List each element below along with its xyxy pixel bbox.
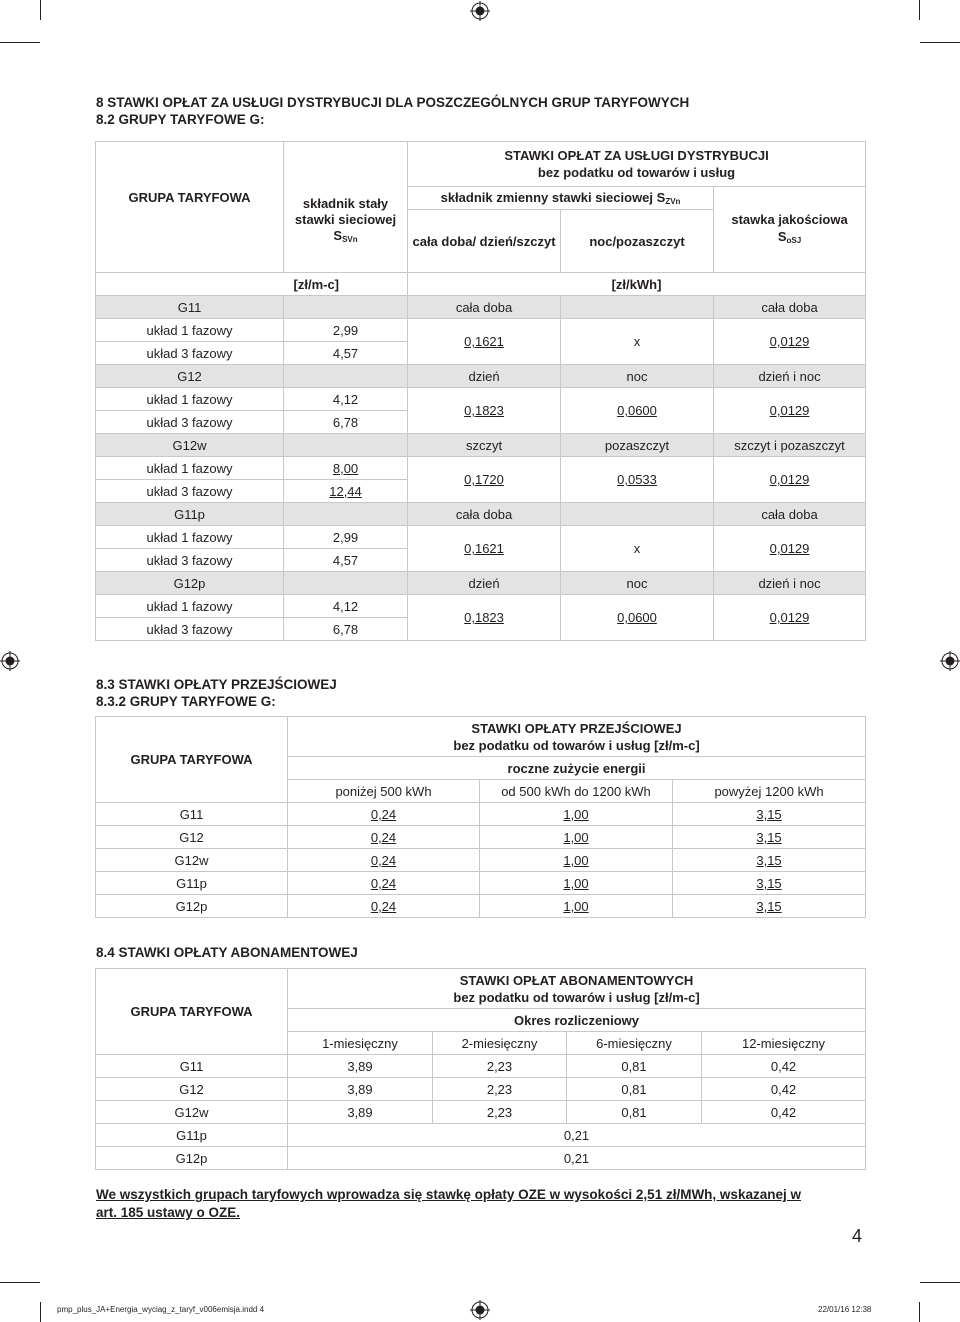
- table-row: [96, 457, 866, 480]
- table-row: [96, 1078, 866, 1101]
- group-name: G12: [96, 1078, 288, 1101]
- crop-mark: [919, 0, 920, 20]
- fee-value: 3,15: [673, 895, 866, 918]
- phase-label: układ 3 fazowy: [96, 549, 284, 572]
- group-name: G11: [96, 803, 288, 826]
- header-variable-component: składnik zmienny stawki sieciowej $S_{ZVn}$: [408, 187, 714, 210]
- column-header: poniżej 500 kWh: [288, 780, 480, 803]
- fee-value: 1,00: [480, 803, 673, 826]
- column-header: 6-miesięczny: [567, 1032, 702, 1055]
- group-empty: [284, 296, 408, 319]
- fixed-rate: 2,99: [284, 526, 408, 549]
- fixed-rate: 4,57: [284, 549, 408, 572]
- phase-label: układ 3 fazowy: [96, 618, 284, 641]
- column-header: 1-miesięczny: [288, 1032, 433, 1055]
- header-group: GRUPA TARYFOWA: [96, 717, 288, 803]
- group-name: G12: [96, 365, 284, 388]
- section-subtitle: 8.2 GRUPY TARYFOWE G:: [96, 112, 265, 127]
- fee-value: 3,15: [673, 872, 866, 895]
- group-col-quality: dzień i noc: [714, 572, 866, 595]
- oze-note: We wszystkich grupach taryfowych wprowadza się stawkę opłaty OZE w wysokości 2,51 zł/MWh, wskazanej w art. 185 ustawy o OZE.: [96, 1187, 801, 1220]
- rate-night: 0,0600: [561, 595, 714, 641]
- table-row: [96, 849, 866, 872]
- phase-label: układ 1 fazowy: [96, 457, 284, 480]
- rate-quality: 0,0129: [714, 457, 866, 503]
- fee-value: 3,15: [673, 803, 866, 826]
- fee-value: 0,24: [288, 826, 480, 849]
- crop-mark: [0, 1282, 40, 1283]
- page-number: 4: [852, 1226, 863, 1246]
- column-header: od 500 kWh do 1200 kWh: [480, 780, 673, 803]
- footer-timestamp: 22/01/16 12:38: [818, 1305, 872, 1314]
- table-row: [96, 895, 866, 918]
- rate-night: x: [561, 526, 714, 572]
- transition-fee-table: [95, 716, 866, 918]
- group-col-day: dzień: [408, 572, 561, 595]
- group-name: G11p: [96, 503, 284, 526]
- group-name: G11: [96, 1055, 288, 1078]
- fixed-rate: 4,57: [284, 342, 408, 365]
- column-header: 2-miesięczny: [433, 1032, 567, 1055]
- group-col-night: [561, 296, 714, 319]
- group-name: G12p: [96, 1147, 288, 1170]
- rate-quality: 0,0129: [714, 595, 866, 641]
- subscription-fee-table: [95, 968, 866, 1170]
- section-subtitle: 8.3.2 GRUPY TARYFOWE G:: [96, 694, 276, 709]
- phase-label: układ 1 fazowy: [96, 388, 284, 411]
- fixed-rate: 8,00: [284, 457, 408, 480]
- rate-night: x: [561, 319, 714, 365]
- unit-variable: [zł/kWh]: [408, 273, 866, 296]
- fee-value: 0,24: [288, 803, 480, 826]
- phase-label: układ 3 fazowy: [96, 342, 284, 365]
- crop-mark: [40, 1302, 41, 1322]
- rate-day: 0,1720: [408, 457, 561, 503]
- registration-mark-icon: [470, 1, 490, 21]
- group-header-row: [96, 296, 866, 319]
- fee-value: 0,42: [702, 1055, 866, 1078]
- fee-value: 2,23: [433, 1078, 567, 1101]
- header-main: STAWKI OPŁAT ZA USŁUGI DYSTRYBUCJI bez podatku od towarów i usług: [408, 142, 866, 187]
- fee-value: 3,15: [673, 826, 866, 849]
- registration-mark-icon: [470, 1300, 490, 1320]
- crop-mark: [0, 42, 40, 43]
- fee-value: 1,00: [480, 826, 673, 849]
- fixed-rate: 12,44: [284, 480, 408, 503]
- table-row: [96, 319, 866, 342]
- group-empty: [284, 503, 408, 526]
- fee-value: 1,00: [480, 895, 673, 918]
- phase-label: układ 1 fazowy: [96, 319, 284, 342]
- rate-quality: 0,0129: [714, 388, 866, 434]
- group-header-row: [96, 365, 866, 388]
- group-col-day: cała doba: [408, 503, 561, 526]
- group-col-day: cała doba: [408, 296, 561, 319]
- fee-value: 3,89: [288, 1078, 433, 1101]
- unit-fixed: [zł/m-c]: [284, 273, 408, 296]
- rate-day: 0,1621: [408, 526, 561, 572]
- group-col-day: dzień: [408, 365, 561, 388]
- group-empty: [284, 434, 408, 457]
- group-empty: [284, 365, 408, 388]
- header-night: noc/pozaszczyt: [561, 210, 714, 273]
- group-name: G11p: [96, 872, 288, 895]
- rate-day: 0,1621: [408, 319, 561, 365]
- table-row: [96, 526, 866, 549]
- group-name: G12: [96, 826, 288, 849]
- fee-value: 0,21: [288, 1147, 866, 1170]
- group-col-night: [561, 503, 714, 526]
- rate-day: 0,1823: [408, 595, 561, 641]
- phase-label: układ 1 fazowy: [96, 526, 284, 549]
- header-quality-rate: stawka jakościowa $S_{oSJ}$: [714, 187, 866, 273]
- header-day: cała doba/ dzień/szczyt: [408, 210, 561, 273]
- fee-value: 0,81: [567, 1055, 702, 1078]
- column-header: 12-miesięczny: [702, 1032, 866, 1055]
- fee-value: 3,89: [288, 1101, 433, 1124]
- fee-value: 3,15: [673, 849, 866, 872]
- fixed-rate: 6,78: [284, 618, 408, 641]
- group-col-night: noc: [561, 365, 714, 388]
- crop-mark: [920, 42, 960, 43]
- fixed-rate: 6,78: [284, 411, 408, 434]
- rate-night: 0,0600: [561, 388, 714, 434]
- group-col-quality: dzień i noc: [714, 365, 866, 388]
- fee-value: 0,81: [567, 1101, 702, 1124]
- table-row: [96, 803, 866, 826]
- header-group: GRUPA TARYFOWA: [96, 969, 288, 1055]
- header-sub: Okres rozliczeniowy: [288, 1009, 866, 1032]
- table-row: [96, 826, 866, 849]
- fee-value: 0,42: [702, 1078, 866, 1101]
- group-name: G11: [96, 296, 284, 319]
- fee-value: 1,00: [480, 872, 673, 895]
- fixed-rate: 4,12: [284, 388, 408, 411]
- fee-value: 0,21: [288, 1124, 866, 1147]
- registration-mark-icon: [0, 651, 20, 671]
- fee-value: 0,81: [567, 1078, 702, 1101]
- header-main: STAWKI OPŁATY PRZEJŚCIOWEJ bez podatku od towarów i usług [zł/m-c]: [288, 717, 866, 757]
- fixed-rate: 4,12: [284, 595, 408, 618]
- group-name: G12w: [96, 1101, 288, 1124]
- registration-mark-icon: [940, 651, 960, 671]
- header-sub: roczne zużycie energii: [288, 757, 866, 780]
- group-col-quality: cała doba: [714, 296, 866, 319]
- fee-value: 2,23: [433, 1101, 567, 1124]
- rate-quality: 0,0129: [714, 319, 866, 365]
- group-col-quality: cała doba: [714, 503, 866, 526]
- group-header-row: [96, 572, 866, 595]
- group-col-night: pozaszczyt: [561, 434, 714, 457]
- rate-quality: 0,0129: [714, 526, 866, 572]
- group-empty: [284, 572, 408, 595]
- fee-value: 0,24: [288, 895, 480, 918]
- table-row: [96, 1101, 866, 1124]
- phase-label: układ 3 fazowy: [96, 480, 284, 503]
- crop-mark: [920, 1282, 960, 1283]
- table-row: [96, 1055, 866, 1078]
- fee-value: 0,24: [288, 872, 480, 895]
- table-row: [96, 595, 866, 618]
- table-row: [96, 872, 866, 895]
- fee-value: 1,00: [480, 849, 673, 872]
- group-header-row: [96, 503, 866, 526]
- fee-value: 0,42: [702, 1101, 866, 1124]
- header-fixed-component: składnik stały stawki sieciowej $S_{SVn}$: [284, 142, 408, 273]
- group-col-night: noc: [561, 572, 714, 595]
- group-name: G12w: [96, 434, 284, 457]
- phase-label: układ 1 fazowy: [96, 595, 284, 618]
- table-row: [96, 1124, 866, 1147]
- header-main: STAWKI OPŁAT ABONAMENTOWYCH bez podatku od towarów i usług [zł/m-c]: [288, 969, 866, 1009]
- crop-mark: [40, 0, 41, 20]
- fee-value: 2,23: [433, 1055, 567, 1078]
- section-title: 8 STAWKI OPŁAT ZA USŁUGI DYSTRYBUCJI DLA POSZCZEGÓLNYCH GRUP TARYFOWYCH: [96, 95, 690, 110]
- distribution-rates-table: [95, 141, 866, 641]
- group-name: G11p: [96, 1124, 288, 1147]
- group-name: G12w: [96, 849, 288, 872]
- fee-value: 0,24: [288, 849, 480, 872]
- group-header-row: [96, 434, 866, 457]
- rate-day: 0,1823: [408, 388, 561, 434]
- table-row: [96, 388, 866, 411]
- section-title: 8.4 STAWKI OPŁATY ABONAMENTOWEJ: [96, 945, 358, 960]
- rate-night: 0,0533: [561, 457, 714, 503]
- column-header: powyżej 1200 kWh: [673, 780, 866, 803]
- footer-filename: pmp_plus_JA+Energia_wyciag_z_taryf_v006emisja.indd 4: [57, 1305, 265, 1314]
- table-row: [96, 1147, 866, 1170]
- header-group: GRUPA TARYFOWA: [96, 142, 284, 273]
- crop-mark: [919, 1302, 920, 1322]
- fee-value: 3,89: [288, 1055, 433, 1078]
- phase-label: układ 3 fazowy: [96, 411, 284, 434]
- section-title: 8.3 STAWKI OPŁATY PRZEJŚCIOWEJ: [96, 677, 337, 692]
- group-col-quality: szczyt i pozaszczyt: [714, 434, 866, 457]
- group-name: G12p: [96, 895, 288, 918]
- group-col-day: szczyt: [408, 434, 561, 457]
- fixed-rate: 2,99: [284, 319, 408, 342]
- group-name: G12p: [96, 572, 284, 595]
